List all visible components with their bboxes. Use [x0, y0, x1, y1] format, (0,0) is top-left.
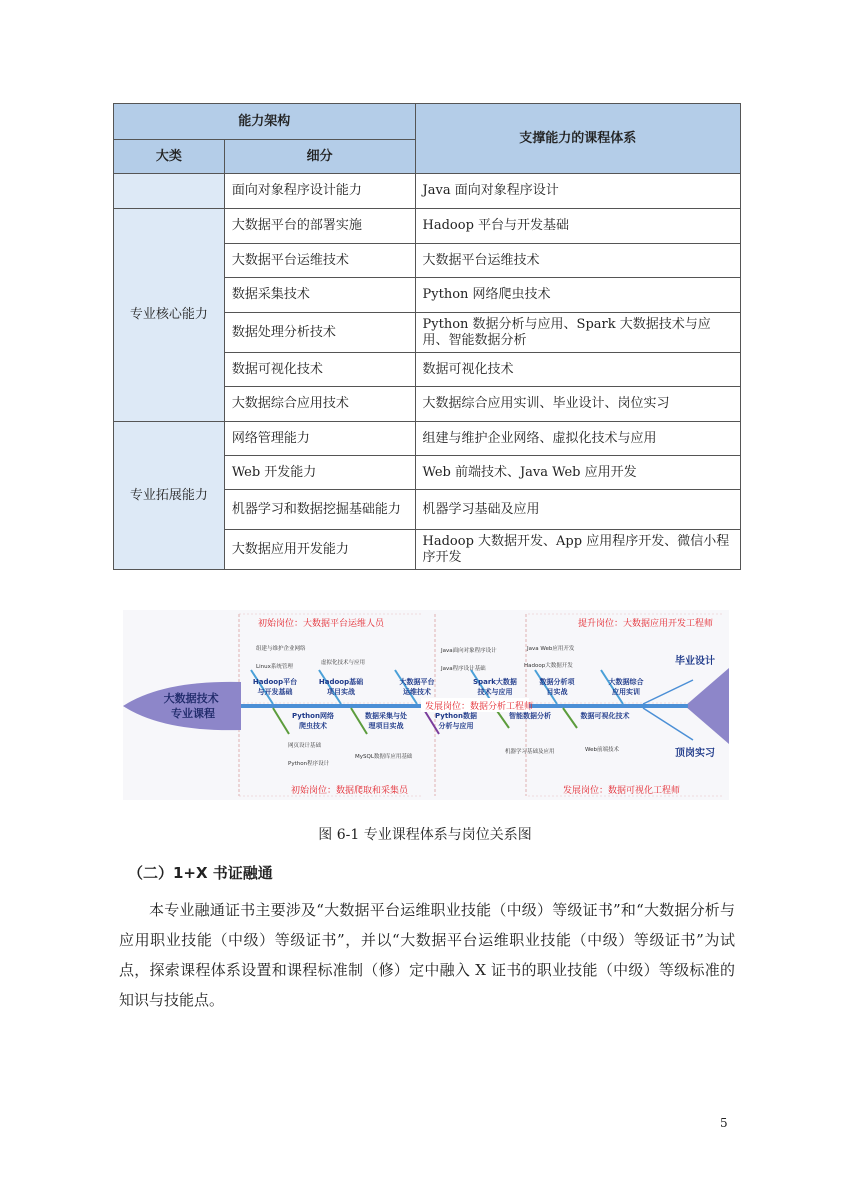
- detail-cell: 大数据综合应用技术: [224, 387, 415, 422]
- course-cell: Hadoop 大数据开发、App 应用程序开发、微信小程序开发: [415, 530, 740, 570]
- course-cell: 组建与维护企业网络、虚拟化技术与应用: [415, 422, 740, 456]
- header-support-courses: 支撑能力的课程体系: [415, 104, 740, 174]
- small-course-label: Java面向对象程序设计: [441, 648, 497, 654]
- figure-caption: 图 6-1 专业课程体系与岗位关系图: [318, 827, 532, 843]
- course-cell: 机器学习基础及应用: [415, 490, 740, 530]
- page-number: 5: [720, 1116, 728, 1130]
- small-course-label: Linux系统管理: [256, 664, 293, 670]
- detail-cell: Web 开发能力: [224, 456, 415, 490]
- main-course-label: 数据分析项目实战: [539, 678, 575, 696]
- main-course-label: 大数据综合应用实训: [608, 678, 644, 696]
- course-cell: 大数据平台运维技术: [415, 244, 740, 278]
- main-course-label: Python网络爬虫技术: [292, 712, 334, 730]
- header-detail: 细分: [224, 140, 415, 174]
- detail-cell: 数据采集技术: [224, 278, 415, 313]
- small-course-label: MySQL数据库应用基础: [355, 754, 413, 760]
- small-course-label: 虚拟化技术与应用: [321, 660, 366, 666]
- fishbone-svg: [123, 610, 729, 800]
- detail-cell: 数据可视化技术: [224, 353, 415, 387]
- main-course-label: 大数据平台运维技术: [399, 678, 435, 696]
- small-course-label: Hadoop大数据开发: [524, 663, 573, 669]
- category-extend: 专业拓展能力: [114, 422, 225, 570]
- small-course-label: Python程序设计: [288, 761, 330, 767]
- small-course-label: 机器学习基础及应用: [505, 749, 555, 755]
- main-course-label: 数据采集与处理项目实战: [365, 712, 407, 730]
- position-init-ops: 初始岗位：大数据平台运维人员: [258, 619, 385, 629]
- main-course-label: 智能数据分析: [509, 712, 551, 720]
- end-internship: 顶岗实习: [675, 748, 715, 759]
- fishbone-diagram: [123, 610, 729, 800]
- course-cell: Python 数据分析与应用、Spark 大数据技术与应用、智能数据分析: [415, 313, 740, 353]
- detail-cell: 大数据应用开发能力: [224, 530, 415, 570]
- small-course-label: 网页设计基础: [288, 743, 322, 749]
- course-cell: 大数据综合应用实训、毕业设计、岗位实习: [415, 387, 740, 422]
- detail-cell: 机器学习和数据挖掘基础能力: [224, 490, 415, 530]
- main-course-label: Spark大数据技术与应用: [473, 678, 517, 696]
- category-cell-empty: [114, 174, 225, 209]
- course-cell: Python 网络爬虫技术: [415, 278, 740, 313]
- capability-table: [113, 103, 741, 570]
- section-title: （二）1+X 书证融通: [128, 864, 273, 882]
- position-develop-analyst: 发展岗位：数据分析工程师: [425, 702, 534, 712]
- detail-cell: 大数据平台的部署实施: [224, 209, 415, 244]
- main-course-label: Python数据分析与应用: [435, 712, 477, 730]
- detail-cell: 数据处理分析技术: [224, 313, 415, 353]
- header-category: 大类: [114, 140, 225, 174]
- position-promote-dev: 提升岗位：大数据应用开发工程师: [578, 619, 714, 629]
- category-core: 专业核心能力: [114, 209, 225, 422]
- course-cell: Web 前端技术、Java Web 应用开发: [415, 456, 740, 490]
- detail-cell: 面向对象程序设计能力: [224, 174, 415, 209]
- small-course-label: 组建与维护企业网络: [256, 646, 306, 652]
- body-paragraph: 本专业融通证书主要涉及“大数据平台运维职业技能（中级）等级证书”和“大数据分析与应用职业技能（中级）等级证书”，并以“大数据平台运维职业技能（中级）等级证书”为试点，探索课程体系设置和课程标准制（修）定中融入 X 证书的职业技能（中级）等级标准的知识与技能点。: [119, 901, 735, 1009]
- course-cell: 数据可视化技术: [415, 353, 740, 387]
- detail-cell: 网络管理能力: [224, 422, 415, 456]
- main-course-label: Hadoop基础项目实战: [318, 678, 364, 696]
- detail-cell: 大数据平台运维技术: [224, 244, 415, 278]
- head-line-2: 专业课程: [171, 707, 215, 720]
- small-course-label: Java Web应用开发: [527, 646, 575, 652]
- header-ability-frame: 能力架构: [114, 104, 416, 140]
- main-course-label: 数据可视化技术: [580, 712, 630, 720]
- end-graduation: 毕业设计: [675, 656, 715, 667]
- course-cell: Hadoop 平台与开发基础: [415, 209, 740, 244]
- position-develop-vis: 发展岗位：数据可视化工程师: [563, 786, 681, 796]
- head-line-1: 大数据技术: [163, 692, 219, 705]
- course-cell: Java 面向对象程序设计: [415, 174, 740, 209]
- main-course-label: Hadoop平台与开发基础: [252, 678, 298, 696]
- small-course-label: Java程序设计基础: [441, 666, 486, 672]
- position-init-crawl: 初始岗位：数据爬取和采集员: [291, 786, 409, 796]
- small-course-label: Web前端技术: [585, 747, 619, 753]
